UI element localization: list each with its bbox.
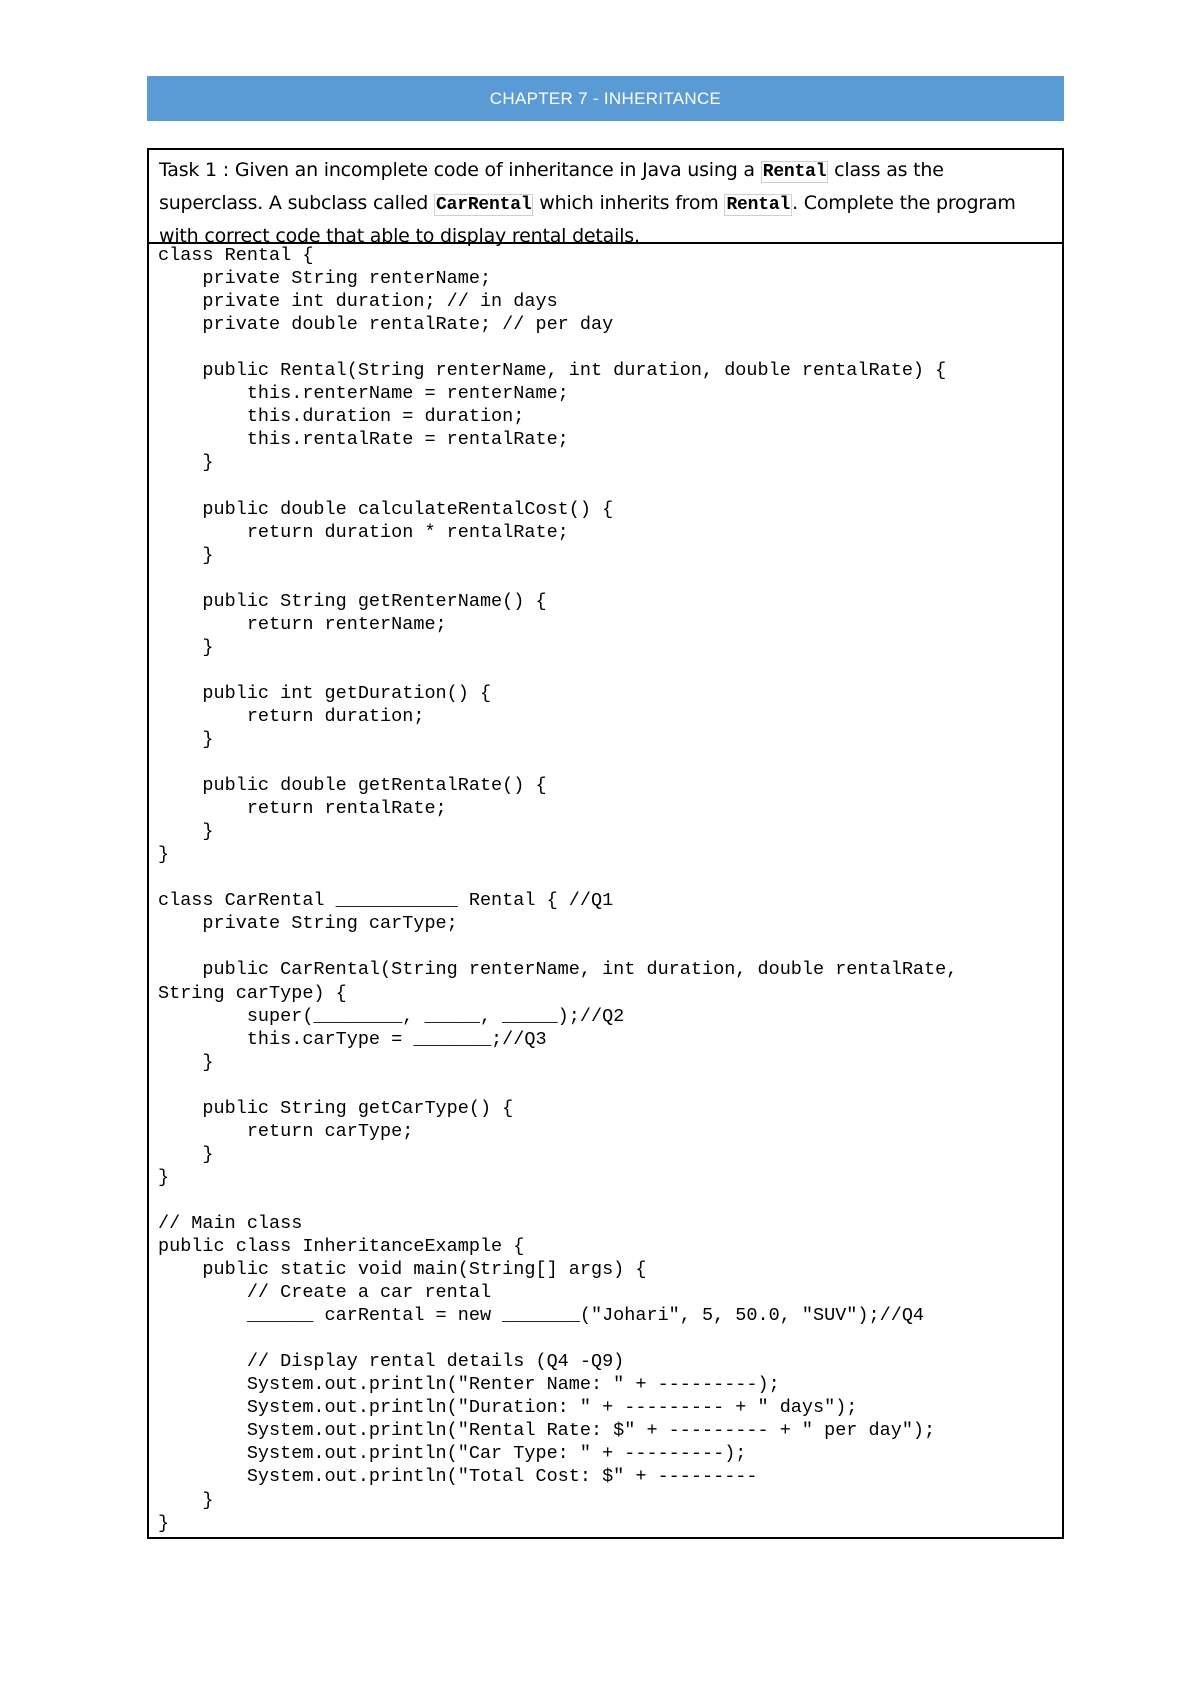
code-line: this.rentalRate = rentalRate;: [158, 429, 569, 451]
code-line: [158, 474, 1053, 497]
code-line: [158, 751, 1053, 774]
code-line: public class InheritanceExample {: [158, 1236, 525, 1258]
code-line: }: [158, 1143, 214, 1165]
task-box: [147, 148, 1064, 1539]
code-line: class CarRental ___________ Rental { //Q1: [158, 890, 614, 912]
code-line: [158, 659, 1053, 682]
chapter-header-bar: [147, 76, 1064, 121]
code-line: [158, 567, 1053, 590]
code-line: public static void main(String[] args) {: [158, 1259, 647, 1281]
code-listing: [149, 244, 1062, 1537]
code-line: }: [158, 821, 214, 843]
code-line: this.duration = duration;: [158, 406, 525, 428]
code-line: public String getCarType() {: [158, 1097, 514, 1119]
task-desc-part3: which inherits from: [533, 192, 725, 214]
code-line: return rentalRate;: [158, 798, 447, 820]
code-line: }: [158, 1166, 170, 1188]
code-line: // Display rental details (Q4 -Q9): [158, 1351, 625, 1373]
code-line: this.carType = _______;//Q3: [158, 1028, 547, 1050]
inline-code-rental-2: Rental: [726, 195, 791, 215]
code-line: ______ carRental = new _______("Johari", 5, 50.0, "SUV");//Q4: [158, 1305, 925, 1327]
code-line: public double getRentalRate() {: [158, 775, 547, 797]
code-line: System.out.println("Renter Name: " + ---------);: [158, 1374, 780, 1396]
code-line: return carType;: [158, 1120, 414, 1142]
code-line: return renterName;: [158, 613, 447, 635]
task-desc-part4: . Complete the program with correct code that able to display rental details.: [159, 192, 1016, 247]
task-desc-part1: Task 1 : Given an incomplete code of inheritance in Java using a: [159, 159, 761, 181]
code-line: System.out.println("Car Type: " + ---------);: [158, 1443, 747, 1465]
code-line: return duration;: [158, 705, 425, 727]
code-line: // Create a car rental: [158, 1282, 492, 1304]
code-line: public double calculateRentalCost() {: [158, 498, 614, 520]
code-line: }: [158, 1051, 214, 1073]
code-line: [158, 935, 1053, 958]
code-line: // Main class: [158, 1212, 303, 1234]
code-line: private String carType;: [158, 913, 458, 935]
code-line: System.out.println("Rental Rate: $" + --------- + " per day");: [158, 1420, 936, 1442]
code-line: private double rentalRate; // per day: [158, 314, 614, 336]
code-line: public int getDuration() {: [158, 682, 492, 704]
code-line: super(________, _____, _____);//Q2: [158, 1005, 625, 1027]
code-line: }: [158, 844, 170, 866]
code-line: }: [158, 728, 214, 750]
code-line: }: [158, 1512, 170, 1534]
code-line: private String renterName;: [158, 268, 492, 290]
code-line: [158, 866, 1053, 889]
code-line: String carType) {: [158, 982, 347, 1004]
code-line: [158, 336, 1053, 359]
code-line: public CarRental(String renterName, int duration, double rentalRate,: [158, 959, 958, 981]
code-line: public String getRenterName() {: [158, 590, 547, 612]
code-line: }: [158, 544, 214, 566]
task-desc-part2: class as the superclass. A subclass called: [159, 159, 944, 214]
code-line: System.out.println("Total Cost: $" + ---------: [158, 1466, 758, 1488]
code-line: System.out.println("Duration: " + --------- + " days");: [158, 1397, 858, 1419]
inline-code-carrental: CarRental: [436, 195, 532, 215]
code-line: }: [158, 452, 214, 474]
code-line: private int duration; // in days: [158, 291, 558, 313]
code-line: class Rental {: [158, 245, 314, 266]
chapter-title: CHAPTER 7 - INHERITANCE: [489, 88, 722, 108]
task-description: [149, 150, 1062, 247]
code-line: public Rental(String renterName, int duration, double rentalRate) {: [158, 360, 947, 382]
code-line: this.renterName = renterName;: [158, 383, 569, 405]
code-line: [158, 1189, 1053, 1212]
code-line: return duration * rentalRate;: [158, 521, 569, 543]
inline-code-rental: Rental: [762, 162, 827, 182]
code-line: [158, 1327, 1053, 1350]
code-line: }: [158, 1489, 214, 1511]
code-line: [158, 1074, 1053, 1097]
code-line: }: [158, 636, 214, 658]
